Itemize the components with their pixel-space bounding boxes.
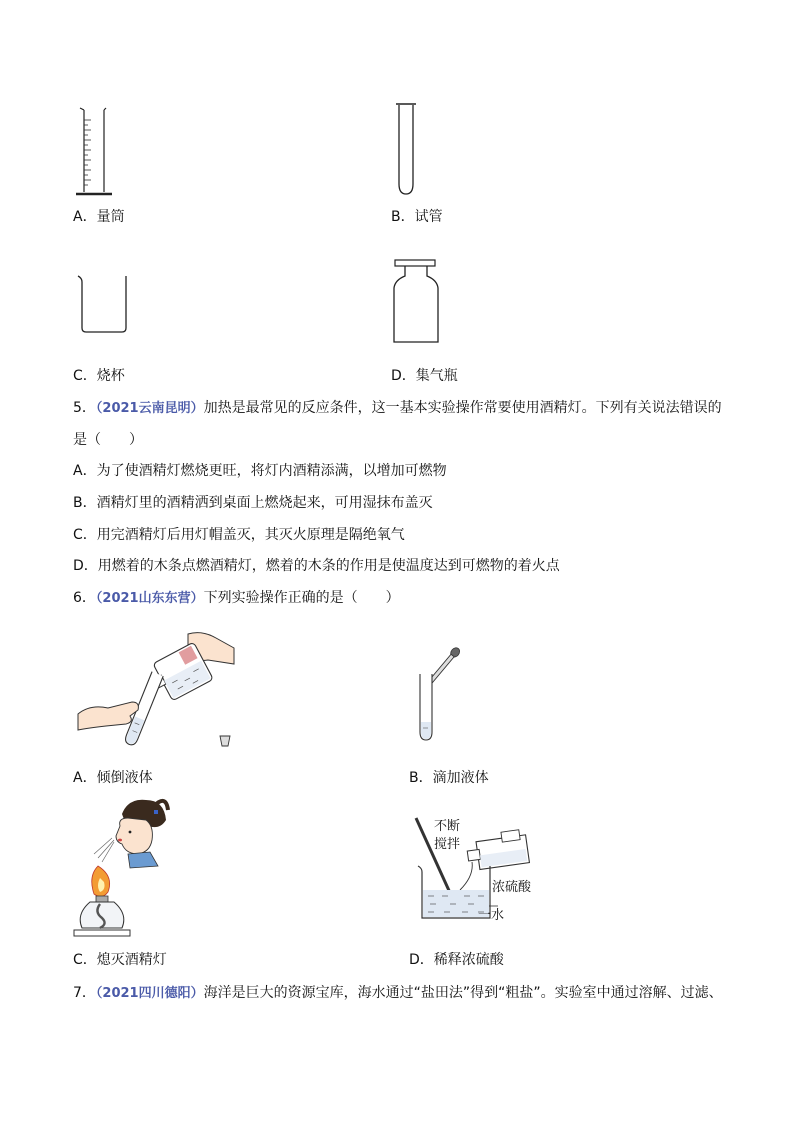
option-letter: D． bbox=[391, 368, 416, 384]
q7-stem bbox=[73, 983, 723, 1004]
question-text: 下列实验操作正确的是（ ） bbox=[203, 590, 400, 606]
option-text: 试管 bbox=[414, 209, 443, 225]
option-letter: C． bbox=[73, 952, 97, 968]
option-text: 为了使酒精灯燃烧更旺，将灯内酒精添满，以增加可燃物 bbox=[96, 463, 447, 479]
option-letter: D． bbox=[73, 558, 98, 574]
option-text: 集气瓶 bbox=[415, 368, 458, 384]
option-letter: A． bbox=[73, 209, 97, 225]
q5-option-c[interactable] bbox=[73, 525, 405, 545]
water-label: 一水 bbox=[478, 908, 505, 923]
q6-option-a[interactable] bbox=[73, 768, 153, 788]
diluting-acid-figure bbox=[404, 814, 544, 924]
option-letter: A． bbox=[73, 770, 97, 786]
option-letter: B． bbox=[409, 770, 433, 786]
option-text: 烧杯 bbox=[96, 368, 125, 384]
graduated-cylinder-figure bbox=[74, 106, 114, 198]
option-letter: B． bbox=[73, 495, 97, 511]
stir-label-line1: 不断 bbox=[434, 819, 461, 834]
dropping-liquid-figure bbox=[412, 640, 462, 744]
option-letter: D． bbox=[409, 952, 434, 968]
option-text: 滴加液体 bbox=[432, 770, 489, 786]
option-letter: B． bbox=[391, 209, 415, 225]
question-number: 5． bbox=[73, 400, 96, 416]
q6-option-b[interactable] bbox=[409, 768, 489, 788]
q5-option-d[interactable] bbox=[73, 556, 560, 576]
question-source: （2021山东东营） bbox=[95, 591, 204, 606]
acid-label: 浓硫酸 bbox=[492, 880, 532, 895]
question-text: 加热是最常见的反应条件，这一基本实验操作常要使用酒精灯。下列有关说法错误的 bbox=[203, 400, 722, 416]
option-text: 用完酒精灯后用灯帽盖灭，其灭火原理是隔绝氧气 bbox=[96, 527, 405, 543]
q4-option-c[interactable] bbox=[73, 366, 125, 386]
option-text: 用燃着的木条点燃酒精灯，燃着的木条的作用是使温度达到可燃物的着火点 bbox=[97, 558, 560, 574]
option-text: 量筒 bbox=[96, 209, 125, 225]
question-number: 7． bbox=[73, 985, 96, 1001]
option-letter: A． bbox=[73, 463, 97, 479]
q5-stem bbox=[73, 398, 722, 419]
blowing-out-lamp-figure bbox=[68, 796, 172, 944]
q6-option-c[interactable] bbox=[73, 950, 167, 970]
q5-option-b[interactable] bbox=[73, 493, 433, 513]
pouring-liquid-figure bbox=[76, 628, 236, 752]
test-tube-figure bbox=[394, 102, 418, 196]
q6-stem bbox=[73, 588, 400, 609]
option-text: 熄灭酒精灯 bbox=[96, 952, 167, 968]
option-letter: C． bbox=[73, 527, 97, 543]
option-text: 酒精灯里的酒精洒到桌面上燃烧起来，可用湿抹布盖灭 bbox=[96, 495, 433, 511]
option-text: 倾倒液体 bbox=[96, 770, 153, 786]
question-text: 海洋是巨大的资源宝库，海水通过“盐田法”得到“粗盐”。实验室中通过溶解、过滤、 bbox=[203, 985, 723, 1001]
option-letter: C． bbox=[73, 368, 97, 384]
q5-stem-line2: 是（ ） bbox=[73, 432, 143, 448]
question-source: （2021云南昆明） bbox=[95, 401, 204, 416]
q4-option-d[interactable] bbox=[391, 366, 458, 386]
question-source: （2021四川德阳） bbox=[95, 986, 204, 1001]
stir-label-line2: 搅拌 bbox=[434, 837, 461, 852]
gas-collecting-bottle-figure bbox=[391, 258, 441, 344]
q5-option-a[interactable] bbox=[73, 461, 447, 481]
q4-option-a[interactable] bbox=[73, 207, 125, 227]
question-number: 6． bbox=[73, 590, 96, 606]
q6-option-d[interactable] bbox=[409, 950, 504, 970]
q4-option-b[interactable] bbox=[391, 207, 443, 227]
option-text: 稀释浓硫酸 bbox=[433, 952, 504, 968]
beaker-figure bbox=[74, 272, 130, 336]
